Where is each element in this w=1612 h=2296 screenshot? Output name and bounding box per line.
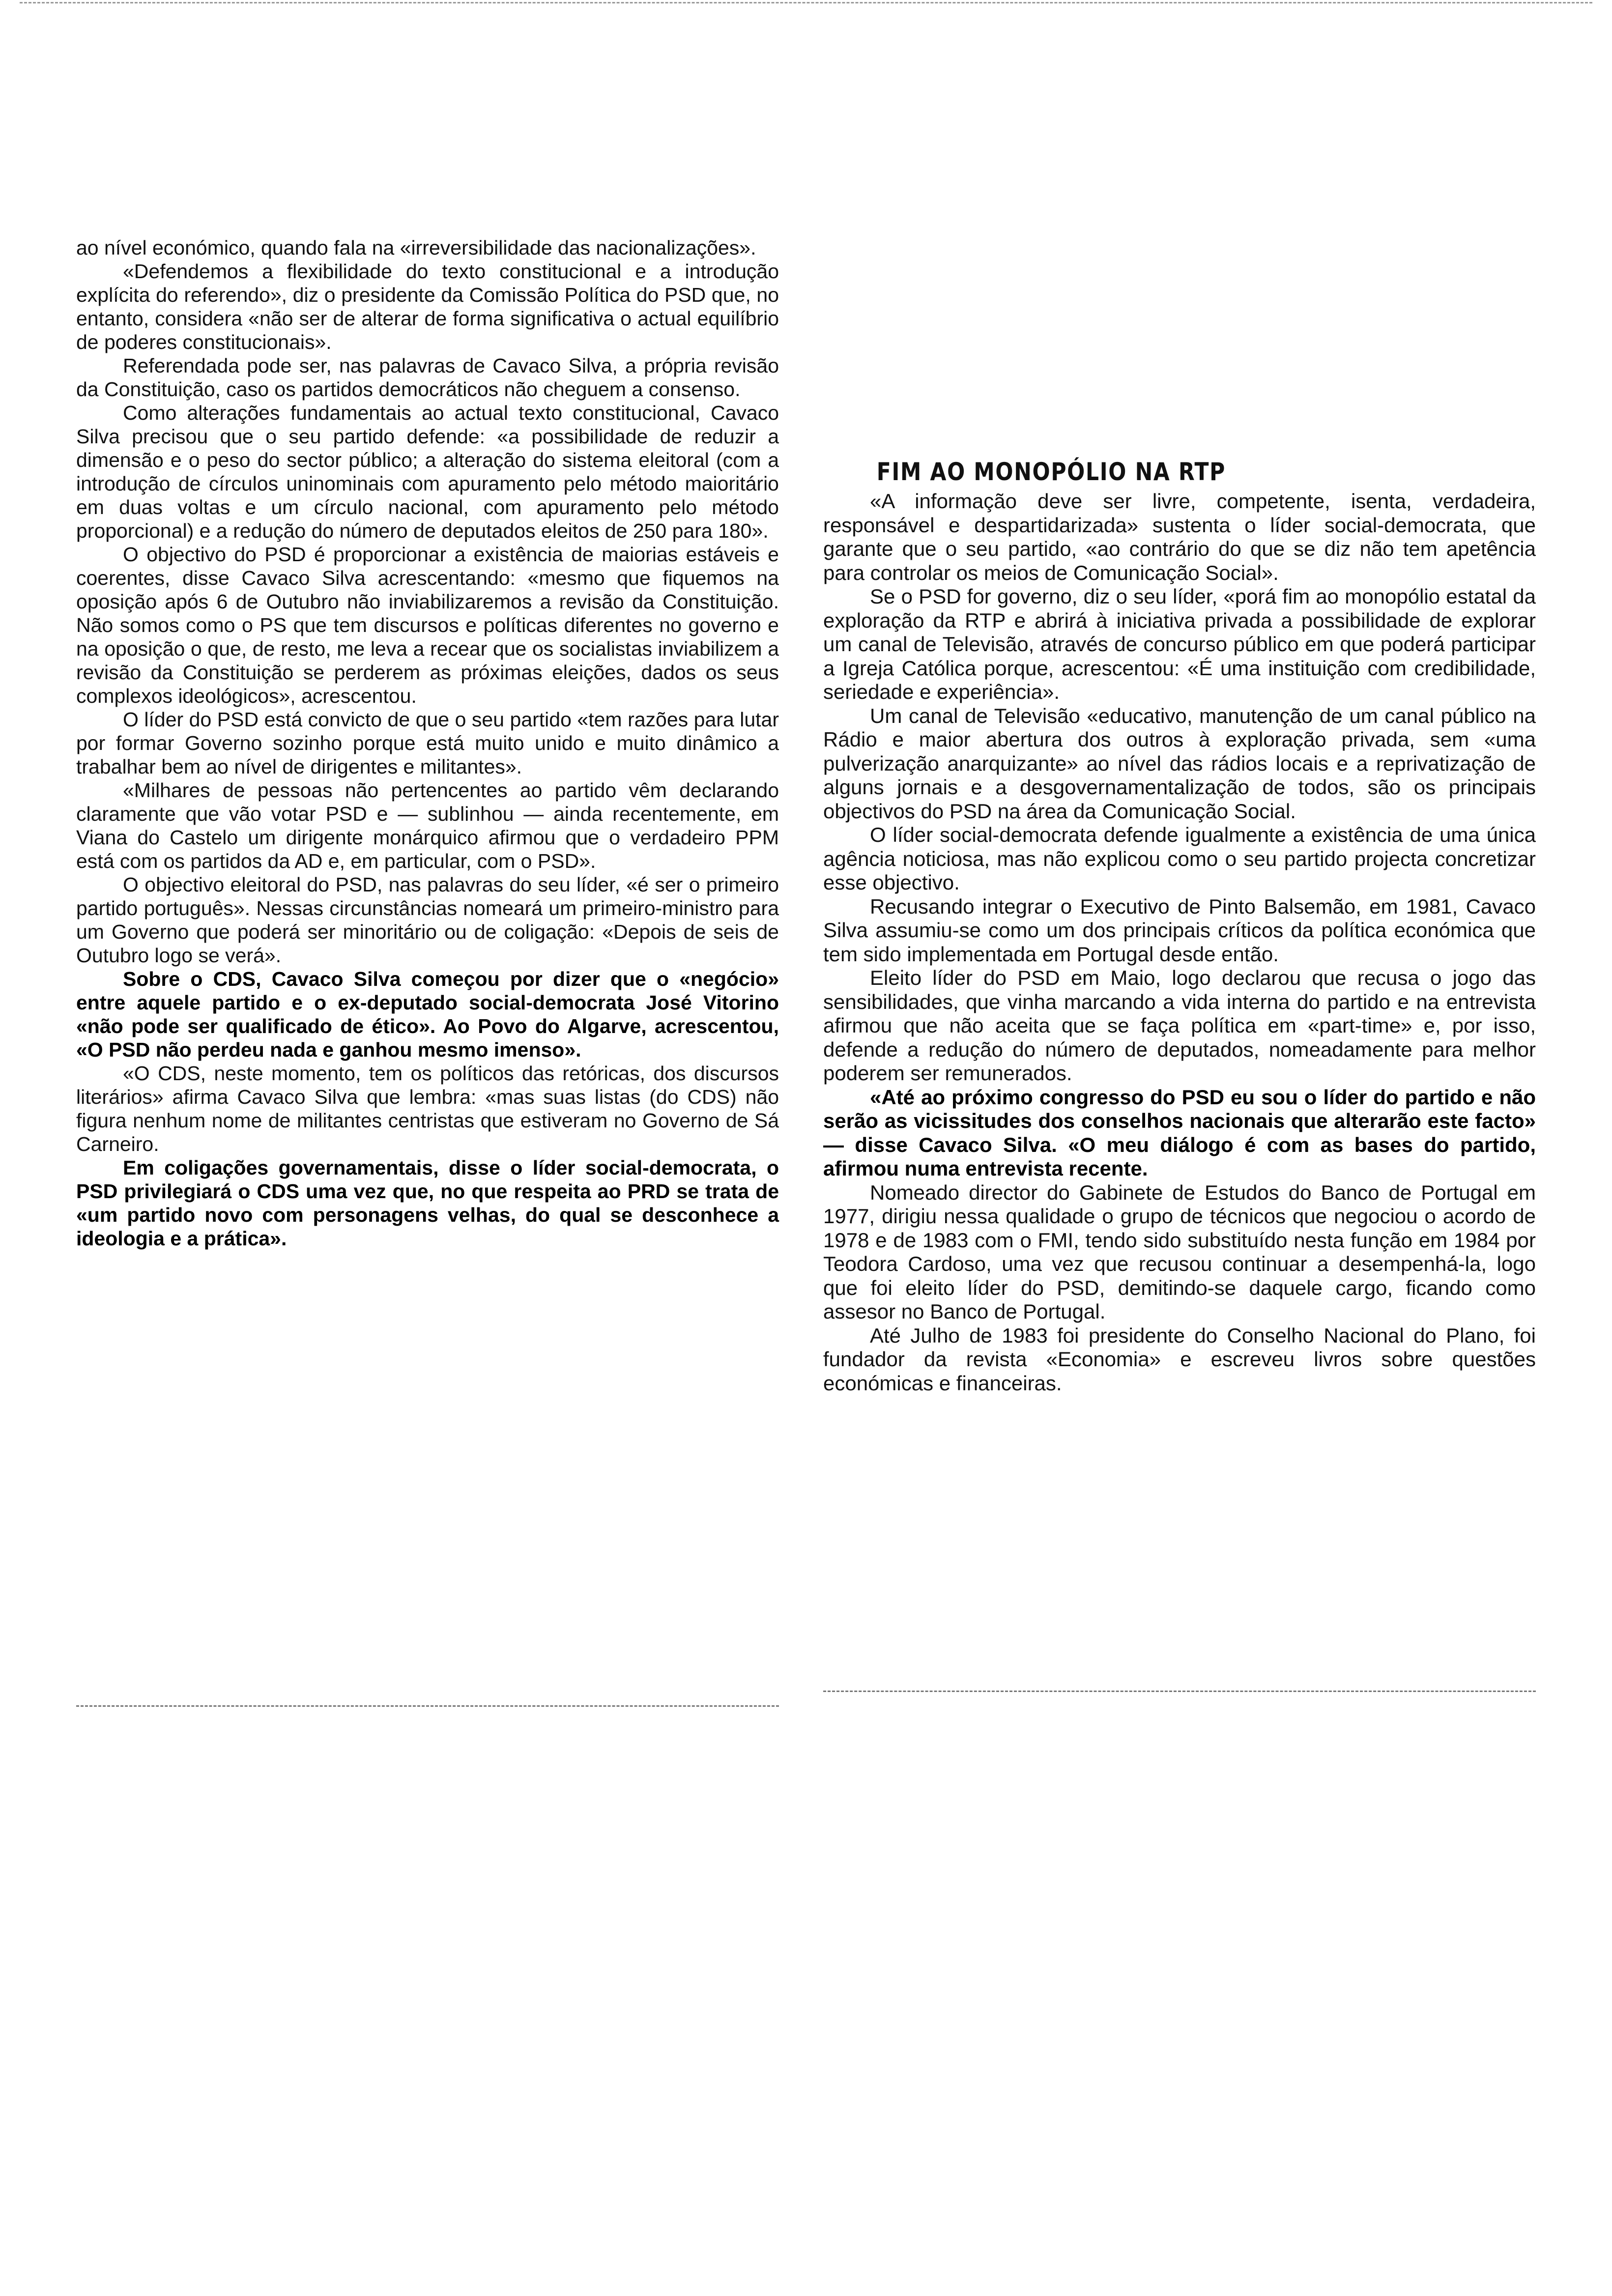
- article-paragraph: Se o PSD for governo, diz o seu líder, «porá fim ao monopólio estatal da exploração da RTP e abrirá à iniciativa privada a possibilidade de explorar um canal de Televisão, através de concurso público em que poderá participar a Igreja Católica porque, acrescentou: «É uma instituição com credibilidade, seriedade e experiência».: [823, 585, 1536, 703]
- article-paragraph: Até Julho de 1983 foi presidente do Conselho Nacional do Plano, foi fundador da revista «Economia» e escreveu livros sobre questões económicas e financeiras.: [823, 1323, 1536, 1395]
- article-paragraph: Nomeado director do Gabinete de Estudos do Banco de Portugal em 1977, dirigiu nessa qualidade o grupo de técnicos que negociou o acordo de 1978 e de 1983 com o FMI, tendo sido substituído nesta função em 1984 por Teodora Cardoso, uma vez que recusou continuar a desempenhá-la, logo que foi eleito líder do PSD, demitindo-se daquele cargo, ficando como assesor no Banco de Portugal.: [823, 1180, 1536, 1323]
- clipping-bottom-edge-right: [823, 1691, 1536, 1692]
- article-paragraph: Um canal de Televisão «educativo, manutenção de um canal público na Rádio e maior abertura dos outros à exploração privada, sem «uma pulverização anarquizante» ao nível das rádios locais e a reprivatização de alguns jornais e a desgovernamentalização de todos, são os principais objectivos do PSD na área da Comunicação Social.: [823, 704, 1536, 823]
- article-paragraph: «Até ao próximo congresso do PSD eu sou o líder do partido e não serão as vicissitudes dos conselhos nacionais que alterarão este facto» — disse Cavaco Silva. «O meu diálogo é com as bases do partido, afirmou numa entrevista recente.: [823, 1085, 1536, 1180]
- article-paragraph: O líder do PSD está convicto de que o seu partido «tem razões para lutar por formar Governo sozinho porque está muito unido e muito dinâmico a trabalhar bem ao nível de dirigentes e militantes».: [76, 708, 779, 778]
- article-paragraph: Recusando integrar o Executivo de Pinto Balsemão, em 1981, Cavaco Silva assumiu-se como um dos principais críticos da política económica que tem sido implementada em Portugal desde então.: [823, 894, 1536, 966]
- article-paragraph: O objectivo do PSD é proporcionar a existência de maiorias estáveis e coerentes, disse Cavaco Silva acrescentando: «mesmo que fiquemos na oposição após 6 de Outubro não inviabilizaremos a revisão da Constituição. Não somos como o PS que tem discursos e políticas diferentes no governo e na oposição o que, de resto, me leva a recear que os socialistas inviabilizem a revisão da Constituição se perderem as próximas eleições, dados os seus complexos ideológicos», acrescentou.: [76, 543, 779, 707]
- article-paragraph: «O CDS, neste momento, tem os políticos das retóricas, dos discursos literários» afirma Cavaco Silva que lembra: «mas suas listas (do CDS) não figura nenhum nome de militantes centristas que estiveram no Governo de Sá Carneiro.: [76, 1062, 779, 1155]
- article-paragraph: ao nível económico, quando fala na «irreversibilidade das nacionalizações».: [76, 236, 756, 259]
- article-right-column: [823, 457, 1536, 1395]
- article-paragraph: Referendada pode ser, nas palavras de Cavaco Silva, a própria revisão da Constituição, caso os partidos democráticos não cheguem a consenso.: [76, 354, 779, 401]
- section-headline: FIM AO MONOPÓLIO NA RTP: [876, 458, 1226, 486]
- article-paragraph: O líder social-democrata defende igualmente a existência de uma única agência noticiosa, mas não explicou como o seu partido projecta concretizar esse objectivo.: [823, 823, 1536, 894]
- scan-edge-line: [20, 2, 1592, 5]
- article-paragraph: Eleito líder do PSD em Maio, logo declarou que recusa o jogo das sensibilidades, que vinha marcando a vida interna do partido e na entrevista afirmou que não aceita que se faça política em «part-time» e, por isso, defende a redução do número de deputados, nomeadamente para melhor poderem ser remunerados.: [823, 966, 1536, 1085]
- clipping-bottom-edge-left: [76, 1705, 779, 1707]
- article-paragraph: «Milhares de pessoas não pertencentes ao partido vêm declarando claramente que vão votar PSD e — sublinhou — ainda recentemente, em Viana do Castelo um dirigente monárquico afirmou que o verdadeiro PPM está com os partidos da AD e, em particular, com o PSD».: [76, 779, 779, 872]
- article-paragraph: Sobre o CDS, Cavaco Silva começou por dizer que o «negócio» entre aquele partido e o ex-deputado social-democrata José Vitorino «não pode ser qualificado de ético». Ao Povo do Algarve, acrescentou, «O PSD não perdeu nada e ganhou mesmo imenso».: [76, 968, 779, 1061]
- article-paragraph: «Defendemos a flexibilidade do texto constitucional e a introdução explícita do referendo», diz o presidente da Comissão Política do PSD que, no entanto, considera «não ser de alterar de forma significativa o actual equilíbrio de poderes constitucionais».: [76, 260, 779, 353]
- article-paragraph: Em coligações governamentais, disse o líder social-democrata, o PSD privilegiará o CDS uma vez que, no que respeita ao PRD se trata de «um partido novo com personagens velhas, do qual se desconhece a ideologia e a prática».: [76, 1156, 779, 1250]
- article-paragraph: Como alterações fundamentais ao actual texto constitucional, Cavaco Silva precisou que o seu partido defende: «a possibilidade de reduzir a dimensão e o peso do sector público; a alteração do sistema eleitoral (com a introdução de círculos uninominais com apuramento pelo método maioritário em duas voltas e um círculo nacional, com apuramento pelo método proporcional) e a redução do número de deputados eleitos de 250 para 180».: [76, 402, 779, 542]
- article-left-column: [76, 236, 779, 1250]
- article-paragraph: O objectivo eleitoral do PSD, nas palavras do seu líder, «é ser o primeiro partido português». Nessas circunstâncias nomeará um primeiro-ministro para um Governo que poderá ser minoritário ou de coligação: «Depois de seis de Outubro logo se verá».: [76, 873, 779, 967]
- article-paragraph: «A informação deve ser livre, competente, isenta, verdadeira, responsável e despartidarizada» sustenta o líder social-democrata, que garante que o seu partido, «ao contrário do que se diz não tem apetência para controlar os meios de Comunicação Social».: [823, 489, 1536, 584]
